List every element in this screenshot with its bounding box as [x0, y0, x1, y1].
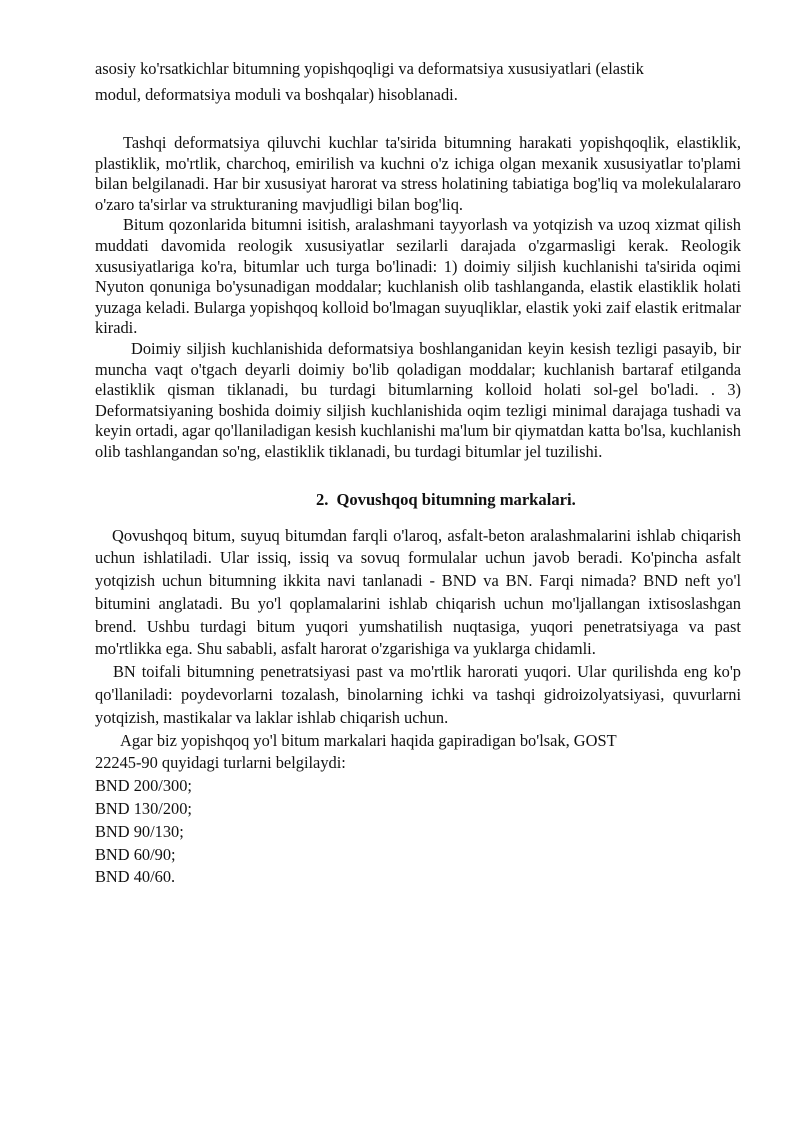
list-item: BND 200/300; — [95, 776, 192, 796]
paragraph-shear-stress: Doimiy siljish kuchlanishida deformatsiya boshlanganidan keyin kesish tezligi pasayib, bir muncha vaqt o'tgach deyarli doimiy bo'lib qoladigan moddalar; kuchlanish bartaraf etilganda elastiklik qisman tiklanadi, bu turdagi bitumlarning kolloid holati sol-gel bo'ladi. . 3) Deformatsiyaning boshida doimiy siljish kuchlanishida oqim tezligi minimal darajaga tushadi va keyin ortadi, agar qo'llaniladigan kesish kuchlanishi ma'lum bir qiymatdan katta bo'lsa, kuchlanish olib tashlangandan so'ng, elastiklik tiklanadi, bu turdagi bitumlar jel tuzilishi. — [95, 338, 741, 461]
intro-line: asosiy ko'rsatkichlar bitumning yopishqoqligi va deformatsiya xususiyatlari (elastik — [95, 59, 644, 78]
list-item: BND 130/200; — [95, 799, 192, 819]
list-item: BND 60/90; — [95, 844, 176, 864]
section-number: 2. — [316, 489, 329, 509]
intro-paragraph — [95, 56, 741, 108]
paragraph-rheological-types: Bitum qozonlarida bitumni isitish, aralashmani tayyorlash va yotqizish va uzoq xizmat qilish muddati davomida reologik xususiyatlar sezilarli darajada o'zgarmasligi kerak. Reologik xususiyatlariga ko'ra, bitumlar uch turga bo'linadi: 1) doimiy siljish kuchlanishi ta'sirida oqimi Nyuton qonuniga bo'ysunadigan moddalar; kuchlanish olib tashlanganda, elastik elastiklik holati yuzaga keladi. Bularga yopishqoq kolloid bo'lmagan suyuqliklar, elastik yoki zaif elastik eritmalar kiradi. — [95, 215, 741, 338]
intro-line: modul, deformatsiya moduli va boshqalar) hisoblanadi. — [95, 85, 458, 104]
gost-line: Agar biz yopishqoq yo'l bitum markalari haqida gapiradigan bo'lsak, GOST — [120, 730, 617, 750]
paragraph-bn-bitumen: BN toifali bitumning penetratsiyasi past va mo'rtlik harorati yuqori. Ular qurilishda eng ko'p qo'llaniladi: poydevorlarni tozalash, binolarning ichki va tashqi gidroizolyatsiyasi, quvurlarni yotqizish, mastikalar va laklar ishlab chiqarish uchun. — [95, 662, 741, 727]
list-item: BND 90/130; — [95, 821, 184, 841]
paragraph-viscous-bitumen: Qovushqoq bitum, suyuq bitumdan farqli o'laroq, asfalt-beton aralashmalarini ishlab chiqarish uchun ishlatiladi. Ular issiq, issiq va sovuq formulalar uchun javob beradi. Ko'pincha asfalt yotqizish uchun bitumning ikkita navi tanlanadi - BND va BN. Farqi nimada? BND neft yo'l bitumini anglatadi. Bu yo'l qoplamalarini ishlab chiqarish uchun mo'ljallangan ixtisoslashgan brend. Ushbu turdagi bitum yuqori yumshatilish nuqtasiga, yuqori penetratsiyaga va past mo'rtlikka ega. Shu sababli, asfalt harorat o'zgarishiga va yuklarga chidamli. — [95, 525, 741, 659]
document-page — [95, 56, 741, 889]
gost-line: 22245-90 quyidagi turlarni belgilaydi: — [95, 753, 346, 773]
bitumen-grade-list — [95, 775, 741, 889]
section-heading — [95, 489, 741, 511]
gost-paragraph — [95, 730, 741, 776]
section-title: Qovushqoq bitumning markalari. — [336, 489, 576, 509]
list-item: BND 40/60. — [95, 867, 176, 887]
paragraph-mechanical-properties: Tashqi deformatsiya qiluvchi kuchlar ta'sirida bitumning harakati yopishqoqlik, elastiklik, plastiklik, mo'rtlik, charchoq, emirilish va kuchni o'z ichiga olgan mexanik xususiyatlar to'plami bilan belgilanadi. Har bir xususiyat harorat va stress holatining tabiatiga bog'liq va molekulalararo o'zaro ta'sirlar va strukturaning mavjudligi bilan bog'liq. — [95, 133, 741, 214]
